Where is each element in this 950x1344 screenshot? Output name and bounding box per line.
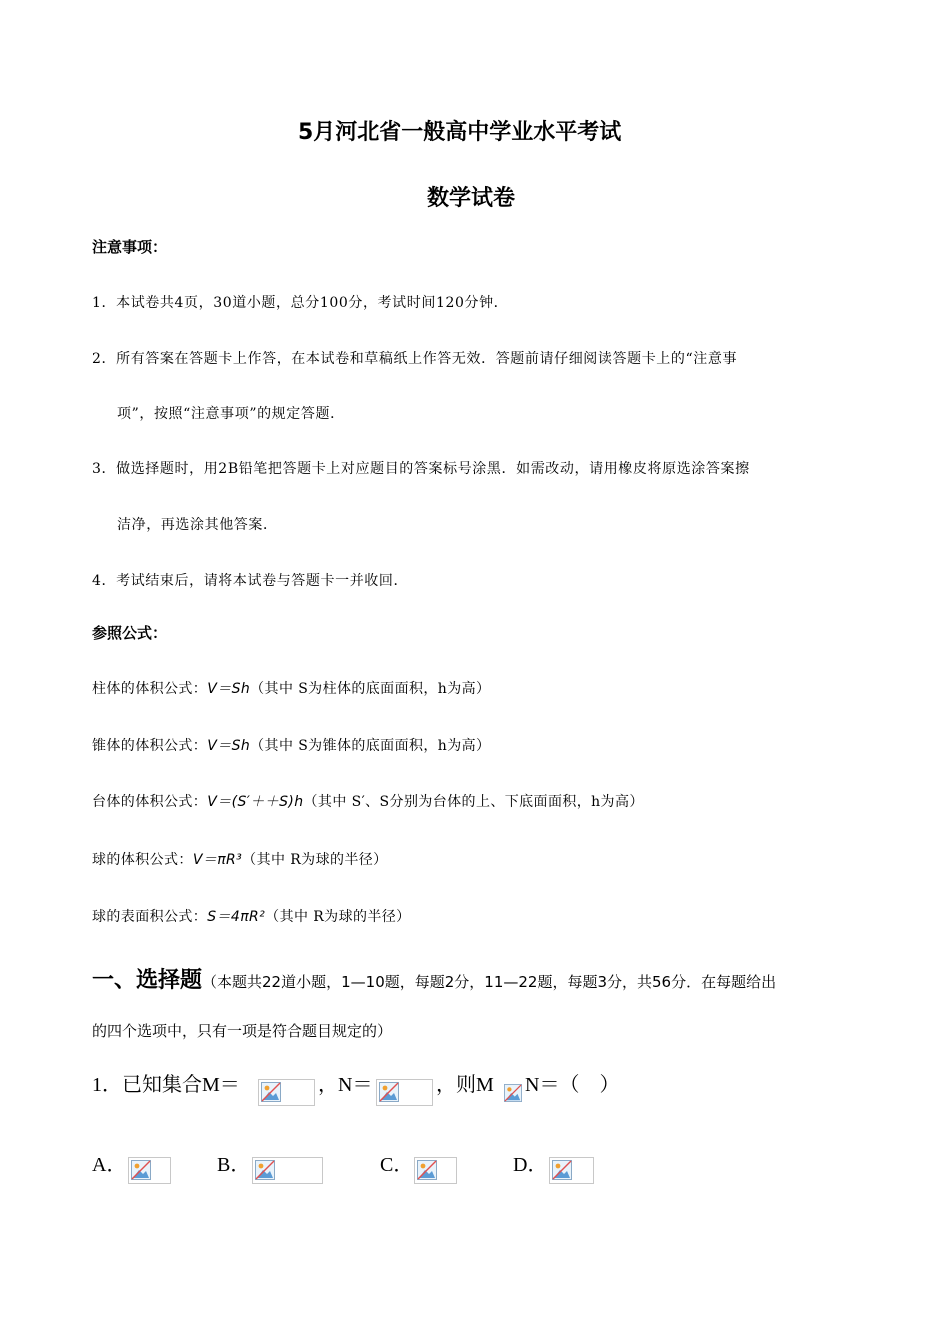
set-n-image bbox=[376, 1079, 433, 1106]
question-1-stem bbox=[92, 1068, 240, 1097]
notice-item-4: 4．考试结束后，请将本试卷与答题卡一并收回． bbox=[92, 573, 409, 589]
notice-item-3: 3．做选择题时，用2B铅笔把答题卡上对应题目的答案标号涂黑．如需改动，请用橡皮将原选涂答案擦 bbox=[92, 461, 750, 477]
broken-image-icon bbox=[504, 1084, 522, 1102]
option-b-image bbox=[252, 1157, 323, 1184]
option-b-label: B． bbox=[217, 1154, 251, 1176]
formula-frustum bbox=[92, 791, 644, 811]
formula-label: 球的体积公式： bbox=[92, 852, 193, 868]
formula-expr: V＝Sh bbox=[207, 738, 251, 754]
section1-note: （本题共22道小题，1—10题，每题2分，11—22题，每题3分，共56分．在每题给出 bbox=[202, 973, 777, 991]
question-1-prefix: 1．已知集合M＝ bbox=[92, 1074, 240, 1096]
page-subtitle: 数学试卷 bbox=[427, 186, 516, 211]
broken-image-icon bbox=[379, 1082, 399, 1102]
notice-item-1: 1．本试卷共4页，30道小题，总分100分，考试时间120分钟． bbox=[92, 295, 509, 311]
broken-image-icon bbox=[417, 1160, 437, 1180]
notice-heading: 注意事项： bbox=[92, 238, 168, 256]
notice-item-3-cont: 洁净，再选涂其他答案． bbox=[117, 517, 278, 533]
section1-note-cont: 的四个选项中，只有一项是符合题目规定的） bbox=[92, 1022, 393, 1040]
option-a-label: A． bbox=[92, 1154, 127, 1176]
formula-note: （其中 S为柱体的底面面积，h为高） bbox=[250, 681, 491, 697]
formula-note: （其中 R为球的半径） bbox=[242, 852, 388, 868]
formula-label: 台体的体积公式： bbox=[92, 794, 208, 810]
formula-note: （其中 R为球的半径） bbox=[265, 909, 411, 925]
notice-item-2: 2．所有答案在答题卡上作答，在本试卷和草稿纸上作答无效．答题前请仔细阅读答题卡上的“注意事 bbox=[92, 351, 738, 367]
option-d-label: D． bbox=[513, 1154, 548, 1176]
question-1-mid2: ，则M bbox=[436, 1074, 494, 1096]
option-d-image bbox=[549, 1157, 594, 1184]
page-title: 5月河北省一般高中学业水平考试 bbox=[298, 120, 622, 145]
set-m-image bbox=[258, 1079, 315, 1106]
formula-label: 球的表面积公式： bbox=[92, 909, 208, 925]
formula-note: （其中 S为锥体的底面面积，h为高） bbox=[250, 738, 491, 754]
broken-image-icon bbox=[255, 1160, 275, 1180]
formula-expr: S＝4πR² bbox=[207, 909, 266, 925]
formula-pyramid bbox=[92, 735, 490, 755]
formula-expr: V＝Sh bbox=[207, 681, 251, 697]
broken-image-icon bbox=[131, 1160, 151, 1180]
formula-sphere-surface bbox=[92, 906, 411, 926]
operator-image bbox=[502, 1082, 524, 1104]
broken-image-icon bbox=[261, 1082, 281, 1102]
option-c-image bbox=[414, 1157, 457, 1184]
option-c-label: C． bbox=[380, 1154, 414, 1176]
broken-image-icon bbox=[552, 1160, 572, 1180]
formula-sphere-volume bbox=[92, 849, 388, 869]
formula-note: （其中 S′、S分别为台体的上、下底面面积，h为高） bbox=[303, 794, 644, 810]
formula-expr: V＝(S′＋＋S)h bbox=[207, 794, 304, 810]
formula-expr: V＝πR³ bbox=[192, 852, 243, 868]
notice-item-2-cont: 项”，按照“注意事项”的规定答题． bbox=[117, 406, 345, 422]
formula-prism bbox=[92, 678, 490, 698]
formula-label: 锥体的体积公式： bbox=[92, 738, 208, 754]
question-1-mid3: N＝（ ） bbox=[525, 1074, 620, 1096]
option-a-image bbox=[128, 1157, 171, 1184]
section1-header bbox=[92, 963, 776, 994]
formula-label: 柱体的体积公式： bbox=[92, 681, 208, 697]
section1-title: 一、选择题 bbox=[92, 968, 203, 993]
formulas-heading: 参照公式： bbox=[92, 624, 168, 642]
question-1-mid1: ，N＝ bbox=[318, 1074, 373, 1096]
